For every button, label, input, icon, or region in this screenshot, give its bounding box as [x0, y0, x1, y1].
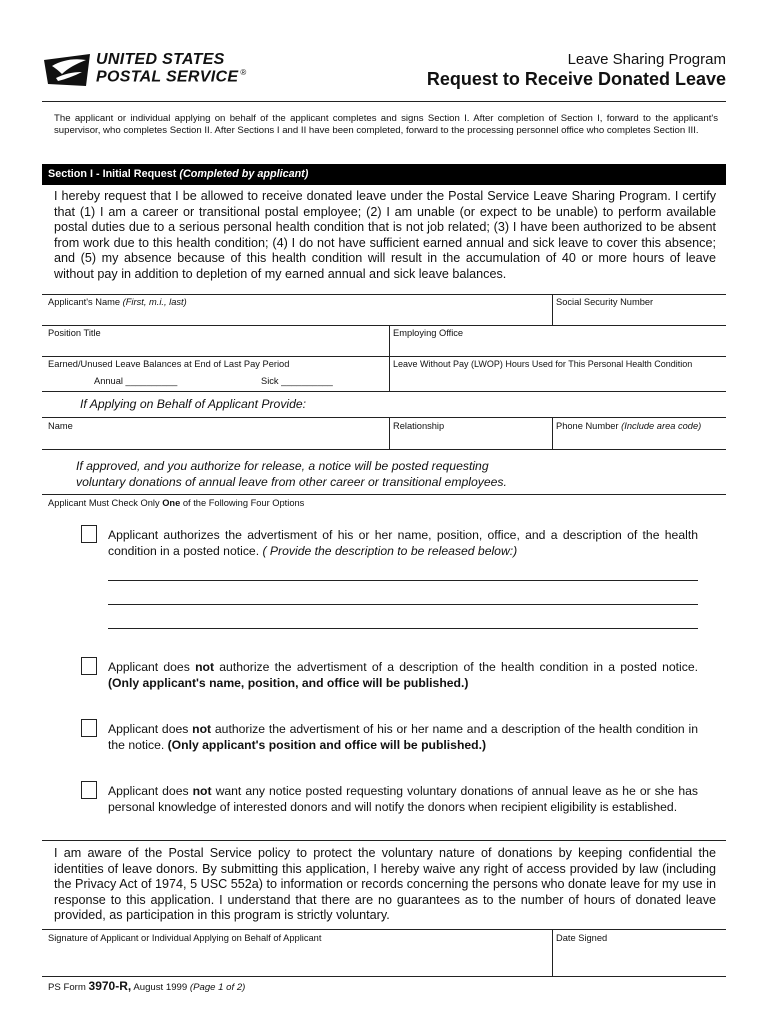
behalf-name-field[interactable]: Name	[48, 421, 73, 431]
description-line-3[interactable]	[108, 628, 698, 629]
usps-eagle-logo	[42, 52, 92, 88]
signature-field[interactable]: Signature of Applicant or Individual Applying on Behalf of Applicant	[48, 933, 322, 943]
option-3-text: Applicant does not authorize the advertisment of his or her name and a description of the health condition in the notice. (Only applicant's position and office will be published.)	[108, 722, 698, 752]
section-1-header	[42, 164, 726, 185]
must-check-instruction: Applicant Must Check Only One of the Following Four Options	[48, 498, 305, 508]
section-1-title: Section I - Initial Request	[48, 168, 177, 180]
field-row-divider	[42, 294, 726, 295]
phone-number-field[interactable]: Phone Number (Include area code)	[556, 421, 702, 431]
sick-leave-field[interactable]: Sick __________	[261, 376, 333, 386]
field-row-divider	[42, 325, 726, 326]
registered-mark: ®	[240, 68, 247, 77]
applicant-name-field[interactable]: Applicant's Name (First, m.i., last)	[48, 297, 187, 307]
relationship-field[interactable]: Relationship	[393, 421, 445, 431]
program-name: Leave Sharing Program	[567, 51, 726, 68]
description-line-2[interactable]	[108, 604, 698, 605]
date-signed-field[interactable]: Date Signed	[556, 933, 608, 943]
option-4-checkbox[interactable]	[81, 781, 97, 799]
page-indicator: (Page 1 of 2)	[189, 982, 246, 993]
option-1-text: Applicant authorizes the advertisment of his or her name, position, office, and a description of the health condition in a posted notice. ( Provide the description to be released below:)	[108, 528, 698, 558]
description-line-1[interactable]	[108, 580, 698, 581]
option-1-checkbox[interactable]	[81, 525, 97, 543]
annual-leave-field[interactable]: Annual __________	[94, 376, 178, 386]
field-row-divider	[42, 356, 726, 357]
field-row-divider	[42, 391, 726, 392]
awareness-divider	[42, 840, 726, 841]
field-row-divider	[42, 417, 726, 418]
form-title: Request to Receive Donated Leave	[426, 69, 726, 89]
signature-divider	[42, 929, 726, 930]
field-divider	[389, 325, 390, 356]
field-divider	[389, 356, 390, 391]
leave-balances-label: Earned/Unused Leave Balances at End of Last Pay Period	[48, 359, 290, 369]
option-2-checkbox[interactable]	[81, 657, 97, 675]
form-footer: PS Form 3970-R, August 1999 (Page 1 of 2)	[48, 979, 246, 993]
notice-text: If approved, and you authorize for release, a notice will be posted requesting voluntary donations of annual leave from other career or transitional employees.	[76, 459, 507, 489]
behalf-heading: If Applying on Behalf of Applicant Provide:	[80, 397, 307, 411]
option-4-text: Applicant does not want any notice posted requesting voluntary donations of annual leave as he or she has personal knowledge of interested donors and will notify the donors when recipient eligibility is established.	[108, 784, 698, 814]
ssn-field[interactable]: Social Security Number	[556, 297, 654, 307]
certification-text: I hereby request that I be allowed to receive donated leave under the Postal Service Leave Sharing Program. I certify that (1) I am a career or transitional postal employee; (2) I am unable (or expect to be unable) to perform available postal duties due to a serious personal health condition that is not job related; (3) I have been authorized to be absent from work due to this health condition; (4) I do not have sufficient earned annual and sick leave to cover this absence; and (5) my absence because of this health condition will result in the accumulation of 40 or more hours of leave without pay in addition to depletion of my earned annual and sick leave balances.	[54, 189, 716, 281]
lwop-hours-field[interactable]: Leave Without Pay (LWOP) Hours Used for This Personal Health Condition	[393, 359, 693, 369]
field-divider	[552, 294, 553, 325]
option-3-checkbox[interactable]	[81, 719, 97, 737]
form-number: 3970-R,	[88, 979, 132, 993]
field-divider	[552, 929, 553, 976]
section-1-subtitle: (Completed by applicant)	[179, 168, 309, 180]
position-title-field[interactable]: Position Title	[48, 328, 101, 338]
field-divider	[389, 417, 390, 449]
instructions: The applicant or individual applying on behalf of the applicant completes and signs Section I. After completion of Section I, forward to the applicant's supervisor, who completes Section II. After Sections I and II have been completed, forward to the processing personnel office who completes Section III.	[54, 113, 718, 136]
option-2-text: Applicant does not authorize the advertisment of a description of the health condition in a posted notice. (Only applicant's name, position, and office will be published.)	[108, 660, 699, 690]
field-divider	[552, 417, 553, 449]
options-divider	[42, 494, 726, 495]
signature-bottom-divider	[42, 976, 726, 977]
org-name-line2: POSTAL SERVICE ®	[96, 68, 247, 86]
header-divider	[42, 101, 726, 102]
employing-office-field[interactable]: Employing Office	[393, 328, 464, 338]
awareness-statement: I am aware of the Postal Service policy to protect the voluntary nature of donations by keeping confidential the identities of leave donors. By submitting this application, I hereby waive any right of access provided by law (including the Privacy Act of 1974, 5 USC 552a) to information or records concerning the persons who donate leave for my use in response to this application. I understand that there are no guarantees as to the number of hours of donated leave provided, as participation in this program is strictly voluntary.	[54, 846, 716, 922]
field-row-divider	[42, 449, 726, 450]
org-name-line1: UNITED STATES	[96, 51, 225, 68]
